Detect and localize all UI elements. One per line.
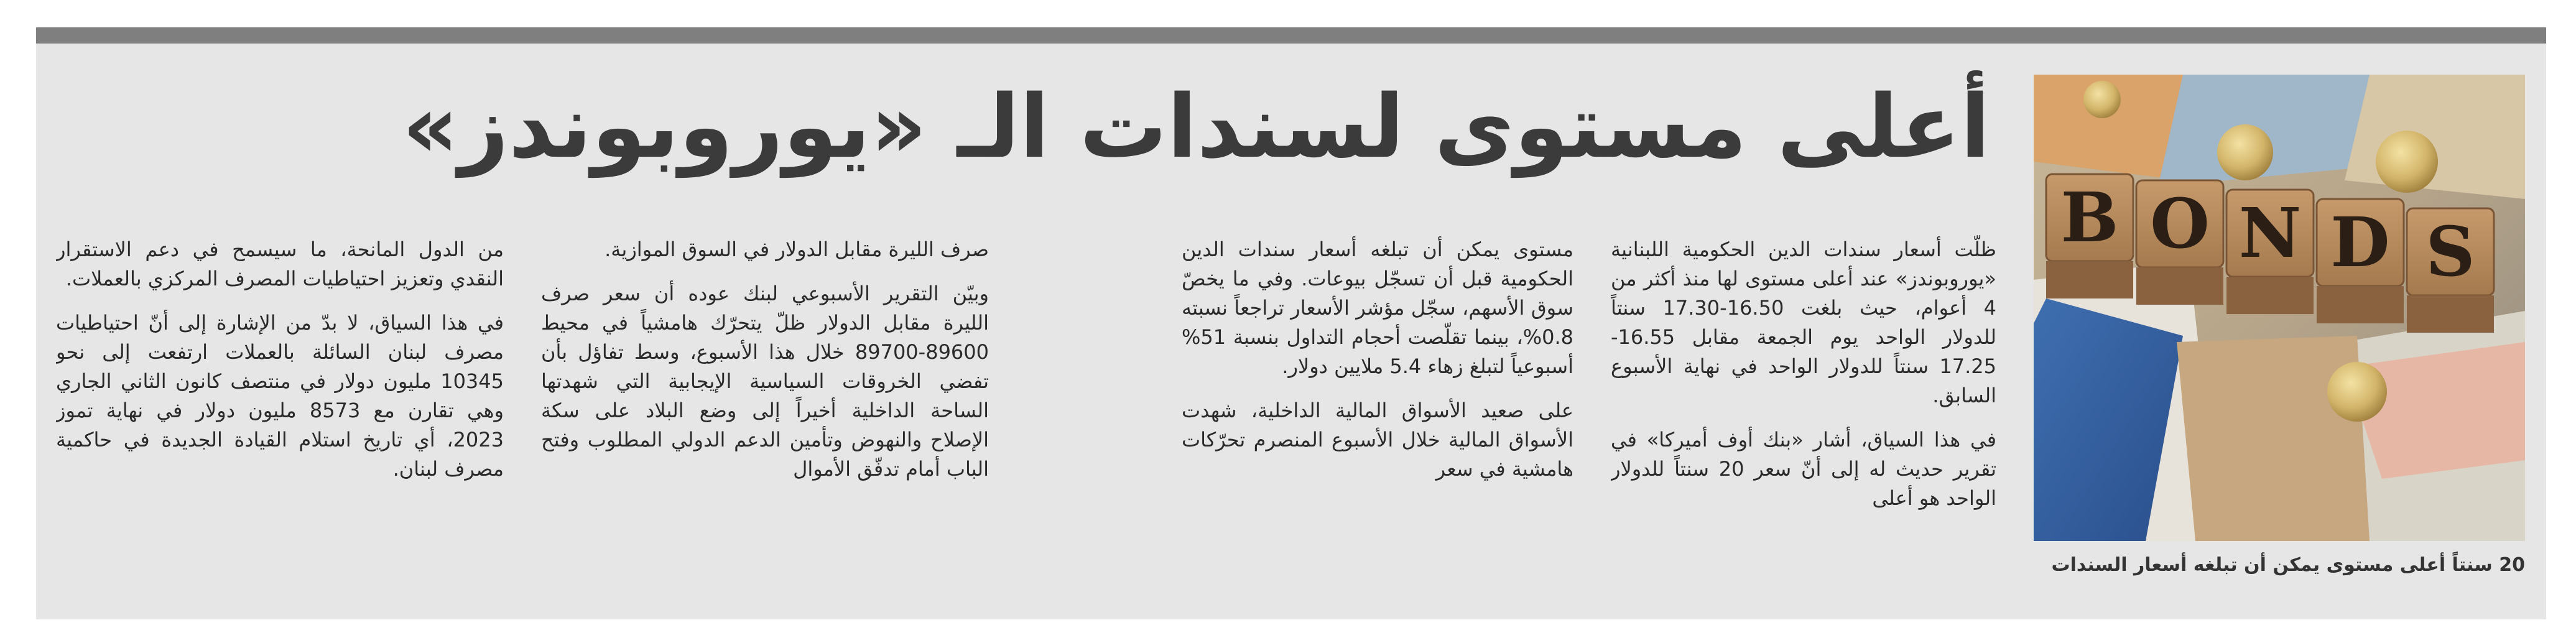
article-column-3 xyxy=(541,235,989,583)
article-column-1 xyxy=(1611,235,1996,583)
photo-caption: 20 سنتاً أعلى مستوى يمكن أن تبلغه أسعار السندات xyxy=(2051,554,2525,576)
cube-letter-1: B xyxy=(2060,177,2119,257)
banknote-cream xyxy=(2345,75,2525,199)
coin-1 xyxy=(2217,124,2273,180)
paragraph: على صعيد الأسواق المالية الداخلية، شهدت الأسواق المالية خلال الأسبوع المنصرم تحرّكات هامشية في سعر xyxy=(1182,399,1573,481)
coin-2 xyxy=(2376,131,2438,193)
banknote-tan xyxy=(2177,336,2370,541)
paragraph: وبيّن التقرير الأسبوعي لبنك عوده أن سعر صرف الليرة مقابل الدولار ظلّ يتحرّك هامشياً في محيط 89600-89700 خلال هذا الأسبوع، وسط تفاؤل بأن تفضي الخروقات السياسية الإيجابية التي شهدتها الساحة الداخلية أخيراً إلى وضع البلاد على سكة الإصلاح والنهوض وتأمين الدعم الدولي المطلوب وفتح الباب أمام تدفّق الأموال xyxy=(541,282,989,481)
paragraph: من الدول المانحة، ما سيسمح في دعم الاستقرار النقدي وتعزيز احتياطيات المصرف المركزي بالعملات. xyxy=(56,238,504,290)
cube-letter-2: O xyxy=(2150,183,2210,264)
article-headline: أعلى مستوى لسندات الـ «يوروبوندز» xyxy=(402,76,1990,178)
paragraph: ظلّت أسعار سندات الدين الحكومية اللبنانية «يوروبوندز» عند أعلى مستوى لها منذ أكثر من 4 أعوام، حيث بلغت 16.50-17.30 سنتاً للدولار الواحد يوم الجمعة مقابل 16.55-17.25 سنتاً للدولار الواحد في نهاية الأسبوع السابق. xyxy=(1611,238,1996,407)
coin-4 xyxy=(2083,81,2121,118)
bonds-photo xyxy=(2034,75,2525,541)
paragraph: في هذا السياق، لا بدّ من الإشارة إلى أنّ احتياطيات مصرف لبنان السائلة بالعملات ارتفعت إلى نحو 10345 مليون دولار في منتصف كانون الثاني الجاري وهي تقارن مع 8573 مليون دولار في نهاية تموز 2023، أي تاريخ استلام القيادة الجديدة في حاكمية مصرف لبنان. xyxy=(56,311,504,481)
article-column-4 xyxy=(56,235,504,583)
paragraph: صرف الليرة مقابل الدولار في السوق الموازية. xyxy=(605,238,989,261)
paragraph: مستوى يمكن أن تبلغه أسعار سندات الدين الحكومية قبل أن تسجّل بيوعات. وفي ما يخصّ سوق الأسهم، سجّل مؤشر الأسعار تراجعاً نسبته 0.8%، بينما تقلّصت أحجام التداول بنسبة 51% أسبوعياً لتبلغ زهاء 5.4 ملايين دولار. xyxy=(1182,238,1573,378)
top-rule-bar xyxy=(36,27,2546,44)
coin-3 xyxy=(2327,362,2387,422)
article-column-2 xyxy=(1182,235,1573,583)
cube-letter-3: N xyxy=(2238,193,2302,273)
paragraph: في هذا السياق، أشار «بنك أوف أميركا» في تقرير حديث له إلى أنّ سعر 20 سنتاً للدولار الواحد هو أعلى xyxy=(1611,428,1996,510)
cube-letter-5: S xyxy=(2425,211,2475,292)
cube-letter-4: D xyxy=(2330,202,2390,282)
